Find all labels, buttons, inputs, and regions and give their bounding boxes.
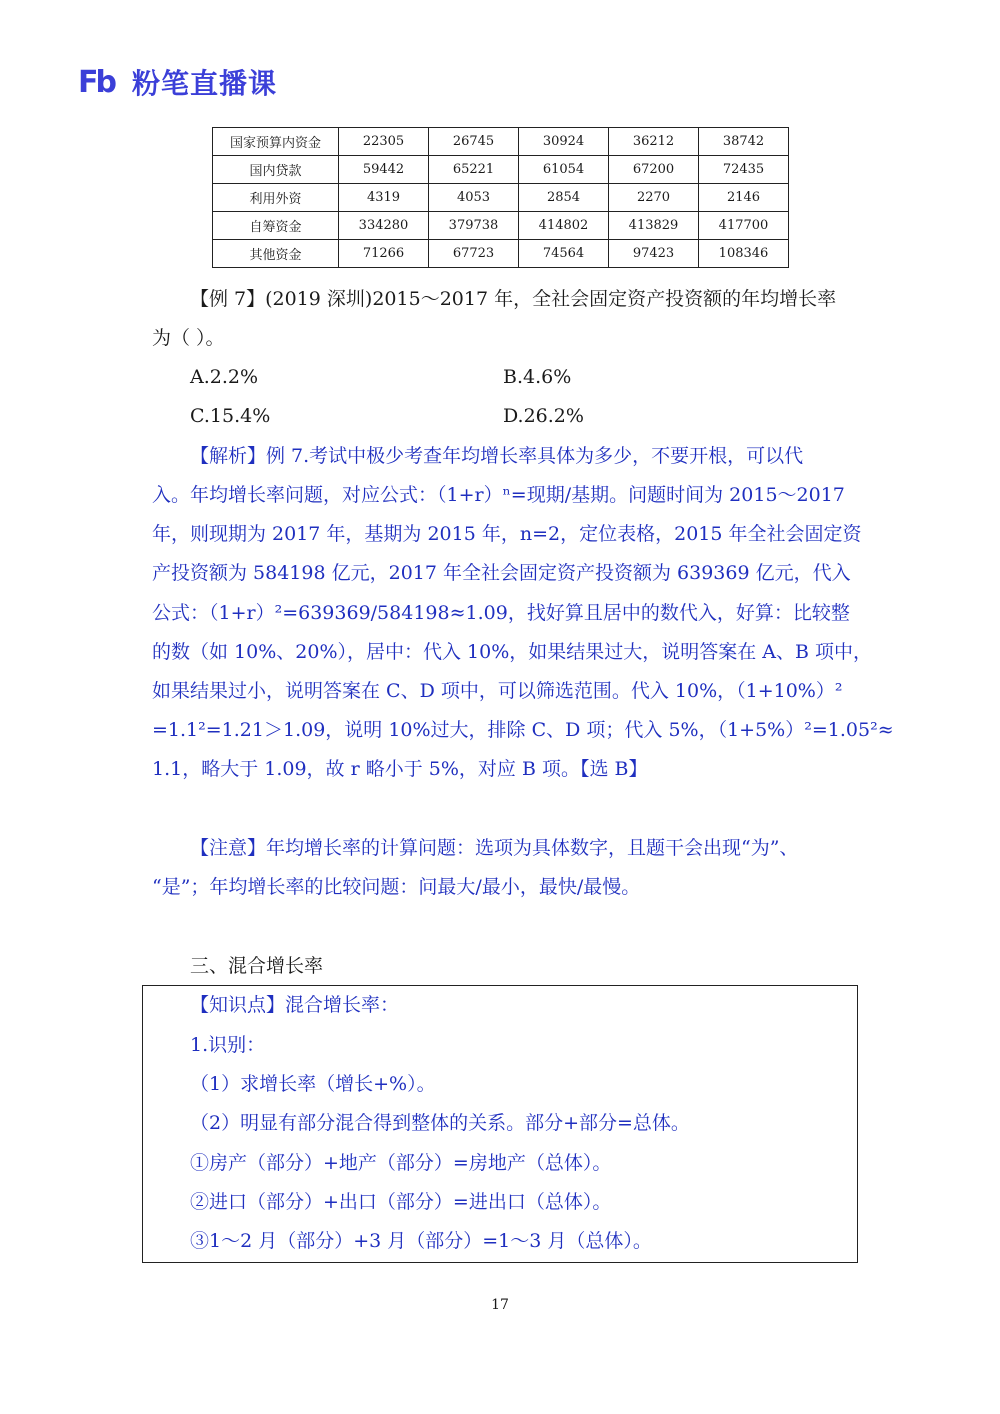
table-cell: 22305 [339, 128, 429, 156]
table-cell: 379738 [429, 212, 519, 240]
knowledge-line: 1.识别： [190, 1034, 266, 1056]
table-cell: 74564 [519, 240, 609, 268]
table-row [213, 128, 789, 156]
analysis-line: 年，则现期为 2017 年，基期为 2015 年，n=2，定位表格，2015 年全社会固定资 [152, 523, 862, 545]
example-question-line-1: 【例 7】(2019 深圳)2015～2017 年，全社会固定资产投资额的年均增长率 [190, 288, 837, 310]
table-row [213, 212, 789, 240]
analysis-line: 如果结果过小，说明答案在 C、D 项中，可以筛选范围。代入 10%，（1+10%）² [152, 680, 843, 702]
row-label: 国家预算内资金 [213, 128, 339, 156]
table-cell: 71266 [339, 240, 429, 268]
brand-name: 粉笔直播课 [132, 67, 278, 100]
fenbi-logo-icon: Fb [78, 64, 114, 100]
page-number: 17 [491, 1297, 509, 1313]
table-cell: 38742 [699, 128, 789, 156]
table-cell: 2146 [699, 184, 789, 212]
example-question-line-2: 为（ ）。 [152, 327, 225, 349]
note-line-1: 【注意】年均增长率的计算问题：选项为具体数字，且题干会出现“为”、 [190, 837, 799, 859]
analysis-line: =1.1²=1.21＞1.09，说明 10%过大，排除 C、D 项；代入 5%，（1+5%）²=1.05²≈ [152, 719, 894, 741]
table-cell: 97423 [609, 240, 699, 268]
table-cell: 2270 [609, 184, 699, 212]
table-row [213, 156, 789, 184]
knowledge-line: 【知识点】混合增长率： [190, 994, 400, 1016]
table-cell: 417700 [699, 212, 789, 240]
option-d: D.26.2% [503, 405, 584, 427]
table-cell: 59442 [339, 156, 429, 184]
option-c: C.15.4% [190, 405, 271, 427]
section-heading: 三、混合增长率 [190, 955, 324, 977]
table-cell: 414802 [519, 212, 609, 240]
table-cell: 413829 [609, 212, 699, 240]
analysis-line: 1.1，略大于 1.09，故 r 略小于 5%，对应 B 项。【选 B】 [152, 758, 648, 780]
analysis-line: 产投资额为 584198 亿元，2017 年全社会固定资产投资额为 639369 亿元，代入 [152, 562, 851, 584]
table-cell: 36212 [609, 128, 699, 156]
table-cell: 72435 [699, 156, 789, 184]
brand-logo [72, 62, 277, 102]
table-row [213, 184, 789, 212]
row-label: 其他资金 [213, 240, 339, 268]
analysis-line: 【解析】例 7.考试中极少考查年均增长率具体为多少，不要开根，可以代 [190, 445, 804, 467]
note-line-2: “是”；年均增长率的比较问题：问最大/最小，最快/最慢。 [152, 876, 641, 898]
table-cell: 61054 [519, 156, 609, 184]
row-label: 国内贷款 [213, 156, 339, 184]
analysis-line: 入。年均增长率问题，对应公式：（1+r）ⁿ=现期/基期。问题时间为 2015～2017 [152, 484, 845, 506]
knowledge-line: ②进口（部分）+出口（部分）=进出口（总体）。 [190, 1191, 612, 1213]
table-cell: 26745 [429, 128, 519, 156]
table-cell: 334280 [339, 212, 429, 240]
knowledge-line: （1）求增长率（增长+%）。 [190, 1073, 436, 1095]
analysis-line: 的数（如 10%、20%），居中：代入 10%，如果结果过大，说明答案在 A、B 项中， [152, 641, 873, 663]
table-cell: 30924 [519, 128, 609, 156]
table-cell: 67200 [609, 156, 699, 184]
investment-data-table [212, 127, 789, 268]
option-a: A.2.2% [190, 366, 259, 388]
table-row [213, 240, 789, 268]
table-cell: 4053 [429, 184, 519, 212]
analysis-line: 公式：（1+r）²=639369/584198≈1.09，找好算且居中的数代入，好算：比较整 [152, 602, 850, 624]
table-cell: 2854 [519, 184, 609, 212]
row-label: 利用外资 [213, 184, 339, 212]
row-label: 自筹资金 [213, 212, 339, 240]
knowledge-line: ③1～2 月（部分）+3 月（部分）=1～3 月（总体）。 [190, 1230, 652, 1252]
knowledge-line: （2）明显有部分混合得到整体的关系。部分+部分=总体。 [190, 1112, 690, 1134]
table-cell: 108346 [699, 240, 789, 268]
table-cell: 4319 [339, 184, 429, 212]
knowledge-line: ①房产（部分）+地产（部分）=房地产（总体）。 [190, 1152, 612, 1174]
table-cell: 65221 [429, 156, 519, 184]
option-b: B.4.6% [503, 366, 572, 388]
table-cell: 67723 [429, 240, 519, 268]
